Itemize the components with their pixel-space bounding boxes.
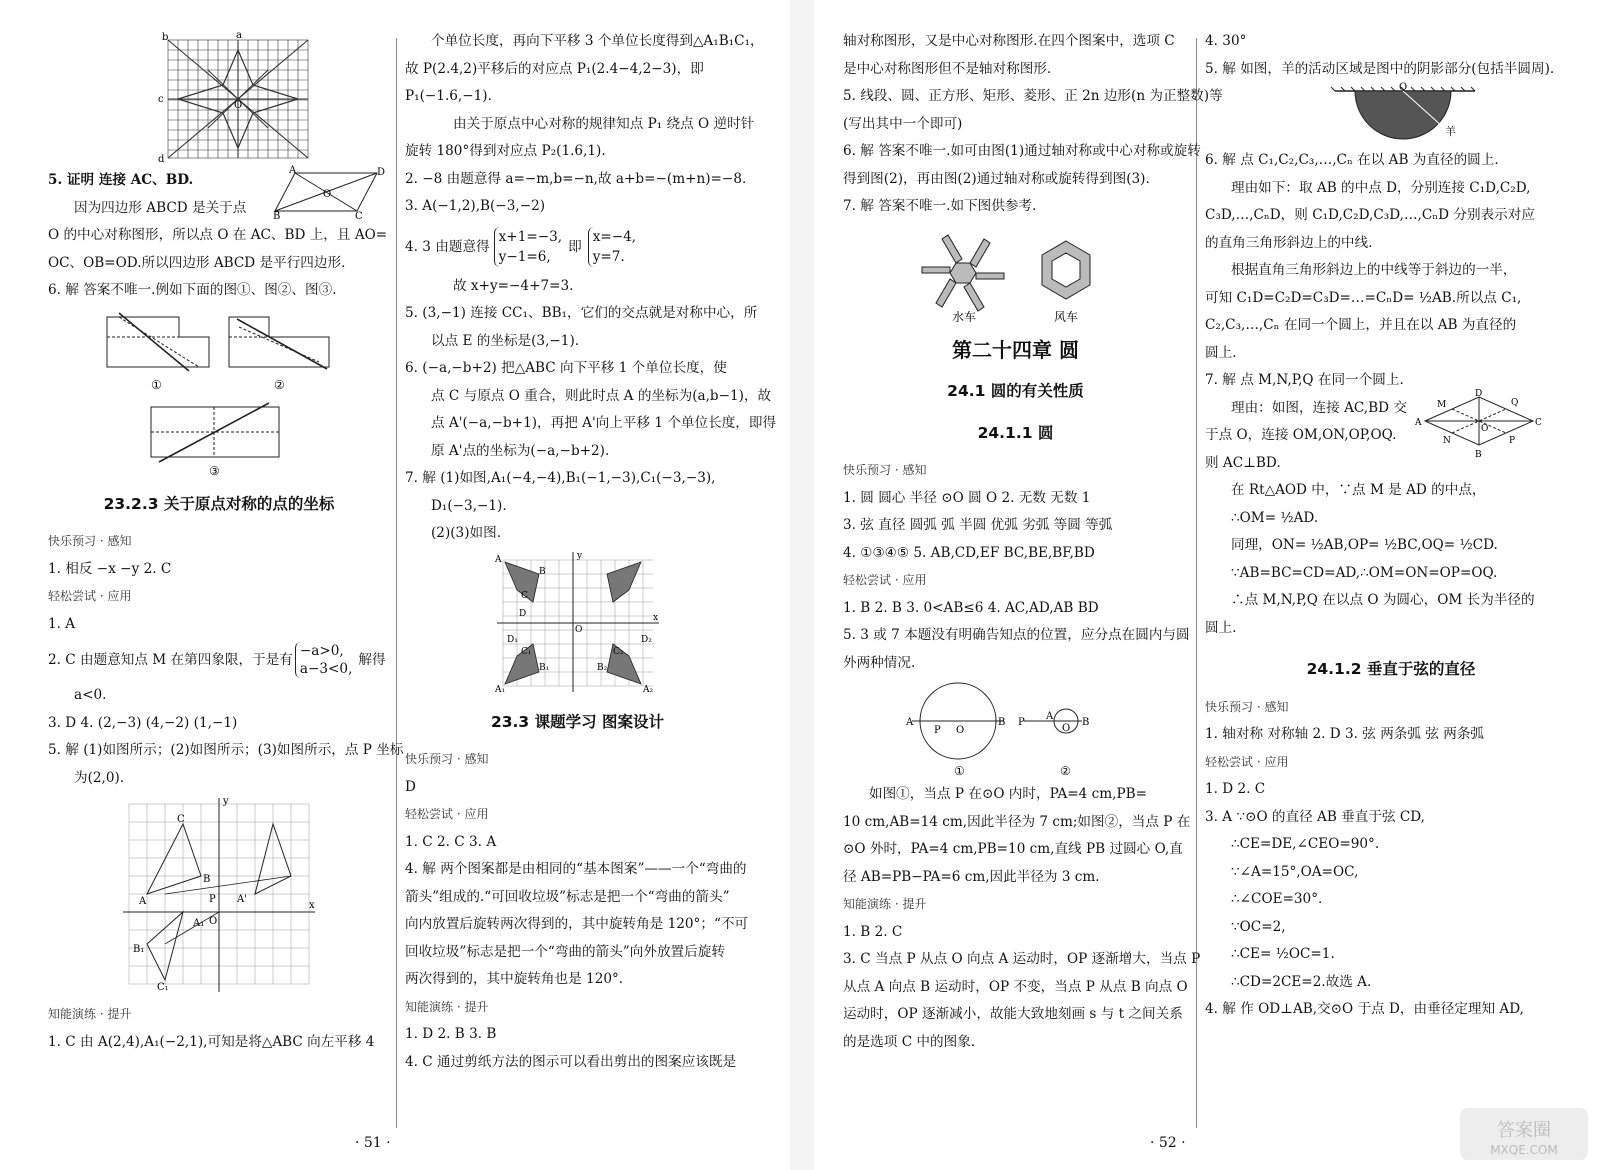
point-label: A' [237, 894, 247, 905]
point-label: B [538, 566, 546, 577]
section-heading-23-2-3: 23.2.3 关于原点对称的点的坐标 [103, 494, 335, 513]
point-label: Q [1511, 397, 1519, 408]
point-label: P [209, 894, 216, 905]
answer-line: 可知 C₁D=C₂D=C₃D=…=CₙD= ½AB.所以点 C₁, [1205, 289, 1522, 306]
answer-line: 5. (3,−1) 连接 CC₁、BB₁，它们的交点就是对称中心，所 [405, 305, 758, 321]
answer-line: a<0. [74, 687, 107, 703]
answer-line: ∴OM= ½AD. [1231, 509, 1319, 526]
answer-line: 向内放置后旋转两次得到的，其中旋转角是 120°；“不可 [405, 916, 749, 932]
answer-line: 5. 线段、圆、正方形、矩形、菱形、正 2n 边形(n 为正整数)等 [843, 88, 1223, 104]
answer-line: 根据直角三角形斜边上的中线等于斜边的一半， [1231, 262, 1517, 278]
svg-text:MXQE.COM: MXQE.COM [1490, 1143, 1558, 1157]
para-label-B: B [273, 211, 281, 222]
subhead-preview: 快乐预习 · 感知 [48, 534, 132, 548]
axis-label-y: y [223, 796, 229, 807]
point-label: B₂ [596, 662, 607, 673]
system-line: a−3<0, [299, 661, 353, 677]
answer-line: 4. C 通过剪纸方法的图示可以看出剪出的图案应该既是 [405, 1053, 737, 1070]
page-number-52: · 52 · [1150, 1135, 1186, 1151]
point-label: A [494, 554, 501, 565]
answer-line: 圆上. [1205, 619, 1237, 636]
subhead-try: 轻松尝试 · 应用 [1205, 754, 1289, 769]
answer-text: 2. C 由题意知点 M 在第四象限，于是有 [48, 652, 293, 668]
axis-label-x: x [652, 612, 658, 623]
answer-line: 同理，ON= ½AB,OP= ½BC,OQ= ½CD. [1231, 537, 1498, 553]
point-label: D₂ [640, 634, 652, 645]
point-label: O [1061, 723, 1070, 734]
axis-label-y: y [576, 550, 582, 561]
caption-1: ① [151, 377, 162, 392]
point-label: N [1443, 435, 1451, 446]
answer-line: 在 Rt△AOD 中，∵点 M 是 AD 的中点， [1231, 482, 1486, 498]
answer-line: 6. 解 点 C₁,C₂,C₃,…,Cₙ 在以 AB 为直径的圆上. [1205, 152, 1499, 168]
answer-line: 的直角三角形斜边上的中线. [1205, 234, 1373, 251]
point-label: C [177, 814, 185, 825]
answer-line: 3. A(−1,2),B(−3,−2) [405, 198, 546, 214]
answer-line: C₃D,…,CₙD，则 C₁D,C₂D,C₃D,…,CₙD 分别表示对应 [1205, 207, 1535, 223]
answer-line: 3. D 4. (2,−3) (4,−2) (1,−1) [48, 714, 238, 731]
subhead-try: 轻松尝试 · 应用 [843, 573, 927, 587]
answer-line: 轴对称图形，又是中心对称图形.在四个图案中，选项 C [843, 33, 1175, 49]
answer-line: 1. A [48, 615, 76, 632]
answer-line: 是中心对称图形但不是轴对称图形. [843, 60, 1052, 77]
answer-line: 4. ①③④⑤ 5. AB,CD,EF BC,BE,BF,BD [843, 544, 1095, 561]
answer-line: 3. A ∵⊙O 的直径 AB 垂直于弦 CD, [1205, 808, 1425, 825]
answer-line: 于点 O，连接 OM,ON,OP,OQ. [1205, 427, 1397, 443]
answer-line: 4. 解 作 OD⊥AB,交⊙O 于点 D，由垂径定理知 AD, [1205, 1001, 1524, 1017]
answer-text: 4. 3 由题意得 [405, 238, 490, 255]
equation-system [494, 227, 562, 267]
point-label: B [997, 717, 1005, 728]
fig-label-O: O [234, 100, 243, 111]
answer-line: 为(2,0). [74, 769, 125, 786]
answer-line: 原 A'点的坐标为(−a,−b+2). [431, 442, 610, 459]
answer-line: 5. 3 或 7 本题没有明确告知点的位置，应分点在圆内与圆 [843, 627, 1190, 643]
answer-line: 2. −8 由题意得 a=−m,b=−n,故 a+b=−(m+n)=−8. [405, 170, 747, 187]
point-label: A [1045, 711, 1053, 722]
answer-line: 4. 解 两个图案都是由相同的“基本图案”——一个“弯曲的 [405, 861, 747, 877]
subhead-try: 轻松尝试 · 应用 [48, 589, 132, 603]
q6-line: 6. 解 答案不唯一.例如下面的图①、图②、图③. [48, 282, 337, 298]
answer-line: C₂,C₃,…,Cₙ 在同一个圆上，并且在以 AB 为直径的 [1205, 317, 1517, 333]
subhead-preview: 快乐预习 · 感知 [843, 463, 927, 477]
answer-text: 即 [568, 238, 582, 255]
system-line: x+1=−3, [498, 228, 563, 245]
answer-line: 6. (−a,−b+2) 把△ABC 向下平移 1 个单位长度，使 [405, 360, 727, 376]
answer-line: 故 P(2.4,2)平移后的对应点 P₁(2.4−4,2−3)，即 [405, 60, 704, 77]
watermark-logo [1458, 1106, 1590, 1162]
answer-line: 则 AC⊥BD. [1205, 454, 1281, 471]
answer-line: 点 C 与原点 O 重合，则此时点 A 的坐标为(a,b−1)，故 [431, 387, 772, 404]
fig-label-b: b [162, 32, 169, 43]
point-label: A [905, 717, 913, 728]
answer-line: 5. 解 如图，羊的活动区域是图中的阴影部分(包括半圆周). [1205, 60, 1555, 77]
caption-waterwheel: 水车 [951, 309, 976, 324]
fig-label-a: a [236, 30, 242, 41]
answer-line: 故 x+y=−4+7=3. [453, 277, 574, 294]
answer-line: ∵∠A=15°,OA=OC, [1231, 863, 1359, 880]
point-label: D [1475, 388, 1483, 399]
q5-line: OC、OB=OD.所以四边形 ABCD 是平行四边形. [48, 254, 346, 271]
left-page-column-1 [48, 28, 404, 1056]
point-label: B₁ [133, 944, 145, 955]
caption-2: ② [1059, 764, 1071, 778]
section-heading-23-3: 23.3 课题学习 图案设计 [490, 712, 665, 731]
point-label: D₁ [506, 634, 518, 645]
left-page-column-2 [405, 28, 777, 1076]
subhead-practice: 知能演练 · 提升 [405, 999, 489, 1014]
answer-line: 7. 解 点 M,N,P,Q 在同一个圆上. [1205, 372, 1404, 388]
answer-line: 运动时，OP 逐渐减小，故能大致地刻画 s 与 t 之间关系 [843, 1006, 1183, 1022]
point-label: P [1509, 435, 1516, 446]
caption-1: ① [953, 764, 965, 778]
waterwheel-windmill-figure [906, 223, 1126, 323]
point-label: D [518, 608, 526, 619]
answer-line: 理由：如图，连接 AC,BD 交 [1231, 399, 1407, 416]
parallelogram-figure [273, 165, 386, 222]
point-label: C [1535, 417, 1542, 428]
point-label: O [1481, 423, 1489, 434]
origin-label: O [574, 624, 582, 635]
point-label: P [1017, 717, 1025, 728]
point-label: B [1081, 717, 1089, 728]
point-label: A₁ [494, 684, 505, 695]
answer-line: 1. D 2. B 3. B [405, 1026, 497, 1042]
coordinate-grid-figure-1 [119, 794, 319, 999]
q5-line: 5. 证明 连接 AC、BD. [48, 172, 194, 188]
system-line: y−1=6, [498, 248, 551, 265]
answer-line: 两次得到的，其中旋转角也是 120°. [405, 971, 624, 987]
answer-line: P₁(−1.6,−1). [405, 88, 492, 104]
chapter-heading: 第二十四章 圆 [952, 337, 1079, 362]
section-heading-24-1-1: 24.1.1 圆 [977, 423, 1054, 442]
q5-line: 因为四边形 ABCD 是关于点 [74, 199, 247, 216]
answer-line: 7. 解 (1)如图,A₁(−4,−4),B₁(−1,−3),C₁(−3,−3), [405, 470, 716, 486]
answer-line: 5. 解 (1)如图所示；(2)如图所示；(3)如图所示，点 P 坐标 [48, 742, 404, 758]
para-label-A: A [289, 165, 297, 176]
answer-line: 由关于原点中心对称的规律知点 P₁ 绕点 O 逆时针 [453, 115, 755, 132]
answer-line: 如图①，当点 P 在⊙O 内时，PA=4 cm,PB= [869, 786, 1148, 802]
section-heading-24-1-2: 24.1.2 垂直于弦的直径 [1306, 660, 1476, 678]
answer-line: 回收垃圾”标志是把一个“弯曲的箭头”向外放置后旋转 [405, 943, 725, 960]
answer-line: 1. C 2. C 3. A [405, 833, 497, 850]
answer-line: 1. 圆 圆心 半径 ⊙O 圆 O 2. 无数 无数 1 [843, 489, 1091, 506]
equation-system [588, 227, 636, 267]
svg-text:答案圈: 答案圈 [1497, 1120, 1551, 1141]
coordinate-grid-figure-2 [493, 550, 663, 695]
star-pattern-figure [158, 30, 318, 165]
answer-line: 箭头”组成的.“可回收垃圾”标志是把一个“弯曲的箭头” [405, 888, 730, 905]
point-label: B [1475, 449, 1482, 460]
answer-line: 3. C 当点 P 从点 O 向点 A 运动时，OP 逐渐增大，当点 P [843, 951, 1201, 967]
answer-line: ∵OC=2, [1231, 918, 1286, 935]
point-label: B [203, 874, 211, 885]
answer-line: D [405, 778, 416, 795]
caption-windmill: 风车 [1053, 309, 1078, 324]
answer-line: 点 A'(−a,−b+1)，再把 A'向上平移 1 个单位长度，即得 [431, 415, 777, 431]
point-label: O [955, 725, 964, 736]
circle-figures [906, 679, 1126, 779]
answer-line: 3. 弦 直径 圆弧 弧 半圆 优弧 劣弧 等圆 等弧 [843, 517, 1113, 533]
answer-line: 6. 解 答案不唯一.如可由图(1)通过轴对称或中心对称或旋转 [843, 143, 1201, 159]
sheep-label: 羊 [1445, 125, 1456, 138]
caption-2: ② [274, 377, 285, 392]
point-label: A₂ [642, 684, 653, 695]
point-label: A₁ [193, 918, 205, 929]
page-number-51: · 51 · [355, 1135, 391, 1151]
answer-line: 4. 30° [1205, 33, 1247, 49]
right-page-column-2 [1205, 28, 1577, 1024]
answer-line: ∵AB=BC=CD=AD,∴OM=ON=OP=OQ. [1231, 564, 1498, 581]
answer-line: 旋转 180°得到对应点 P₂(1.6,1). [405, 143, 606, 159]
cut-rectangles-figure [99, 307, 339, 477]
answer-line: ∴CE= ½OC=1. [1231, 946, 1335, 962]
section-heading-24-1: 24.1 圆的有关性质 [947, 382, 1084, 400]
answer-line: 1. D 2. C [1205, 781, 1266, 797]
answer-line: 1. 相反 −x −y 2. C [48, 560, 172, 577]
answer-line: ∴CE=DE,∠CEO=90°. [1231, 836, 1380, 852]
system-line: −a>0, [299, 643, 344, 659]
q5-line: O 的中心对称图形，所以点 O 在 AC、BD 上，且 AO= [48, 227, 388, 243]
answer-line: 外两种情况. [843, 654, 916, 671]
point-label: C [520, 590, 528, 601]
para-label-O: O [323, 189, 332, 200]
point-label: C₁ [157, 982, 169, 993]
system-line: y=7. [592, 248, 625, 265]
point-label: Q [1399, 82, 1408, 93]
para-label-D: D [377, 167, 386, 178]
answer-line: ∴CD=2CE=2.故选 A. [1231, 973, 1372, 990]
answer-line: (写出其中一个即可) [843, 115, 963, 132]
fig-label-d: d [158, 154, 165, 165]
answer-line-with-system [405, 221, 750, 273]
answer-line: ∴点 M,N,P,Q 在以点 O 为圆心，OM 长为半径的 [1231, 592, 1535, 608]
subhead-try: 轻松尝试 · 应用 [405, 807, 489, 821]
answer-line: 1. C 由 A(2,4),A₁(−2,1),可知是将△ABC 向左平移 4 [48, 1033, 375, 1050]
column-divider-left [396, 38, 397, 1128]
para-label-C: C [355, 211, 363, 222]
subhead-preview: 快乐预习 · 感知 [1205, 699, 1289, 714]
answer-line: 1. B 2. B 3. 0<AB≤6 4. AC,AD,AB BD [843, 599, 1099, 616]
point-label: C₂ [612, 646, 623, 657]
answer-line: (2)(3)如图. [431, 525, 502, 541]
sheep-region-figure [1325, 82, 1485, 145]
equation-system [295, 642, 353, 678]
answer-text: 解得 [358, 652, 386, 668]
answer-line: 以点 E 的坐标是(3,−1). [431, 332, 580, 349]
subhead-practice: 知能演练 · 提升 [843, 897, 927, 911]
point-label: C₁ [520, 646, 531, 657]
origin-label: O [209, 916, 218, 927]
caption-3: ③ [209, 463, 220, 478]
point-label: P [933, 725, 941, 736]
answer-line: 1. 轴对称 对称轴 2. D 3. 弦 两条弧 弦 两条弧 [1205, 726, 1485, 742]
answer-line: 理由如下：取 AB 的中点 D，分别连接 C₁D,C₂D, [1231, 179, 1531, 196]
book-gutter [790, 0, 814, 1170]
point-label: M [1437, 399, 1447, 410]
answer-line: ∴∠COE=30°. [1231, 891, 1323, 907]
answer-line: ⊙O 外时，PA=4 cm,PB=10 cm,直线 PB 过圆心 O,直 [843, 841, 1183, 857]
q7-block [1205, 388, 1577, 478]
system-line: x=−4, [592, 228, 637, 245]
answer-line: 从点 A 向点 B 运动时，OP 不变，当点 P 从点 B 向点 O [843, 978, 1188, 995]
axis-label-x: x [309, 900, 315, 911]
answer-line-with-system [48, 638, 390, 682]
answer-line: 的是选项 C 中的图象. [843, 1033, 976, 1050]
fig-label-c: c [158, 94, 164, 105]
subhead-practice: 知能演练 · 提升 [48, 1007, 132, 1021]
answer-line: 得到图(2)，再由图(2)通过轴对称或旋转得到图(3). [843, 170, 1150, 187]
answer-line: 10 cm,AB=14 cm,因此半径为 7 cm;如图②，当点 P 在 [843, 813, 1191, 830]
point-label: A [1415, 417, 1422, 428]
point-label: A [139, 896, 147, 907]
answer-line: D₁(−3,−1). [431, 497, 507, 514]
rhombus-figure [1415, 389, 1545, 459]
answer-line: 个单位长度，再向下平移 3 个单位长度得到△A₁B₁C₁， [431, 33, 764, 49]
point-label: B₁ [538, 662, 549, 673]
answer-line: 7. 解 答案不唯一.如下图供参考. [843, 198, 1037, 214]
subhead-preview: 快乐预习 · 感知 [405, 752, 489, 766]
answer-line: 1. B 2. C [843, 923, 903, 940]
answer-line: 圆上. [1205, 344, 1237, 361]
answer-line: 径 AB=PB−PA=6 cm,因此半径为 3 cm. [843, 868, 1100, 885]
